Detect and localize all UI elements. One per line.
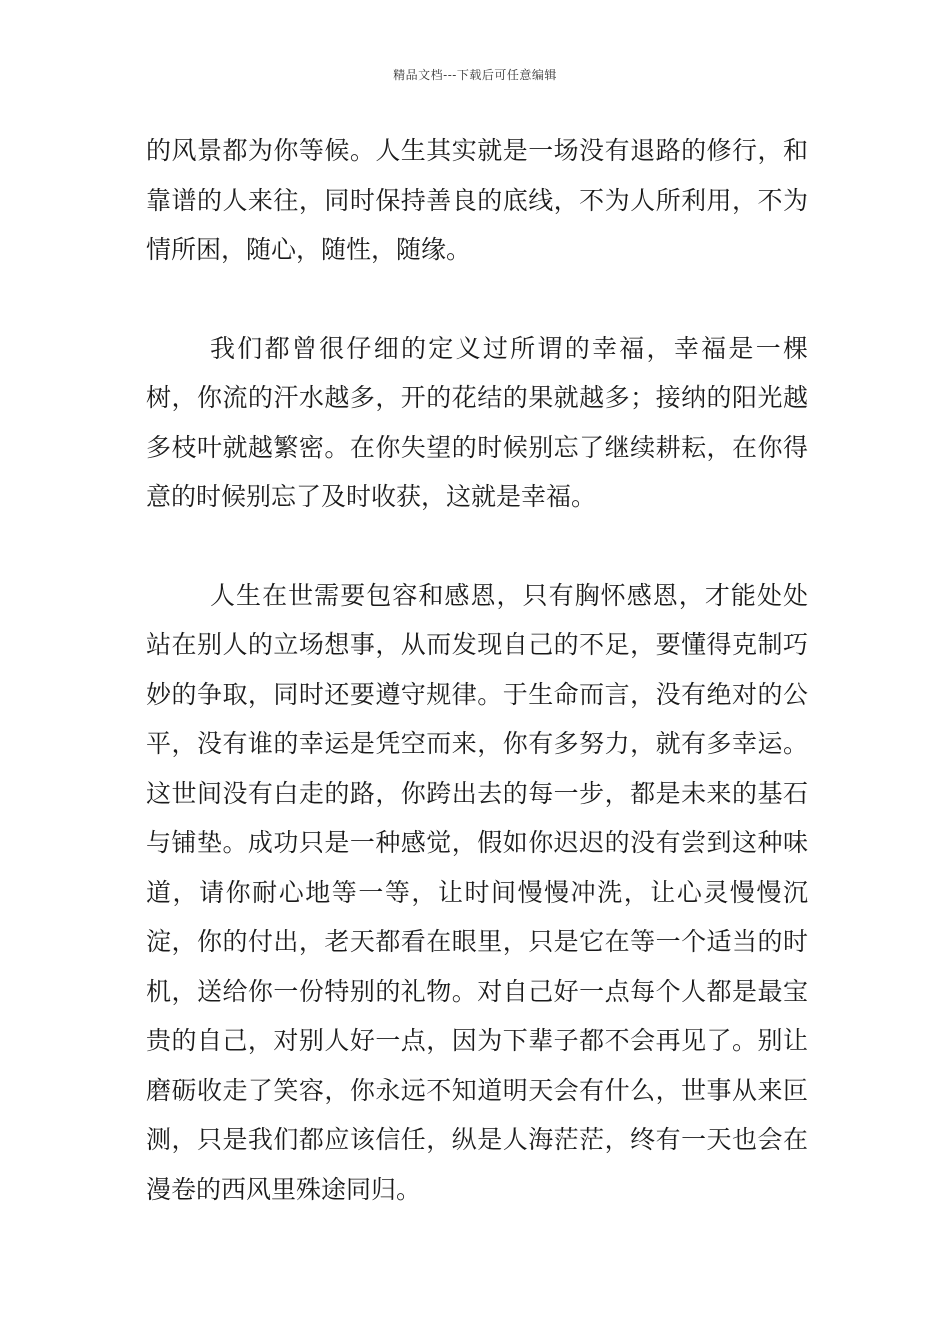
paragraph-spacer <box>146 275 808 324</box>
paragraph-spacer <box>146 522 808 571</box>
paragraph-3: 人生在世需要包容和感恩，只有胸怀感恩，才能处处站在别人的立场想事，从而发现自己的不足，要懂得克制巧妙的争取，同时还要遵守规律。于生命而言，没有绝对的公平，没有谁的幸运是凭空而来，你有多努力，就有多幸运。这世间没有白走的路，你跨出去的每一步，都是未来的基石与铺垫。成功只是一种感觉，假如你迟迟的没有尝到这种味道，请你耐心地等一等，让时间慢慢冲洗，让心灵慢慢沉淀，你的付出，老天都看在眼里，只是它在等一个适当的时机，送给你一份特别的礼物。对自己好一点每个人都是最宝贵的自己，对别人好一点，因为下辈子都不会再见了。别让磨砺收走了笑容，你永远不知道明天会有什么，世事从来叵测，只是我们都应该信任，纵是人海茫茫，终有一天也会在漫卷的西风里殊途同归。 <box>146 580 808 1204</box>
paragraph-1: 的风景都为你等候。人生其实就是一场没有退路的修行，和靠谱的人来往，同时保持善良的底线，不为人所利用，不为情所困，随心，随性，随缘。 <box>146 136 808 264</box>
document-body <box>146 126 808 1214</box>
paragraph-2: 我们都曾很仔细的定义过所谓的幸福，幸福是一棵树，你流的汗水越多，开的花结的果就越多；接纳的阳光越多枝叶就越繁密。在你失望的时候别忘了继续耕耘，在你得意的时候别忘了及时收获，这就是幸福。 <box>146 333 808 511</box>
page-header: 精品文档---下载后可任意编辑 <box>393 68 557 82</box>
